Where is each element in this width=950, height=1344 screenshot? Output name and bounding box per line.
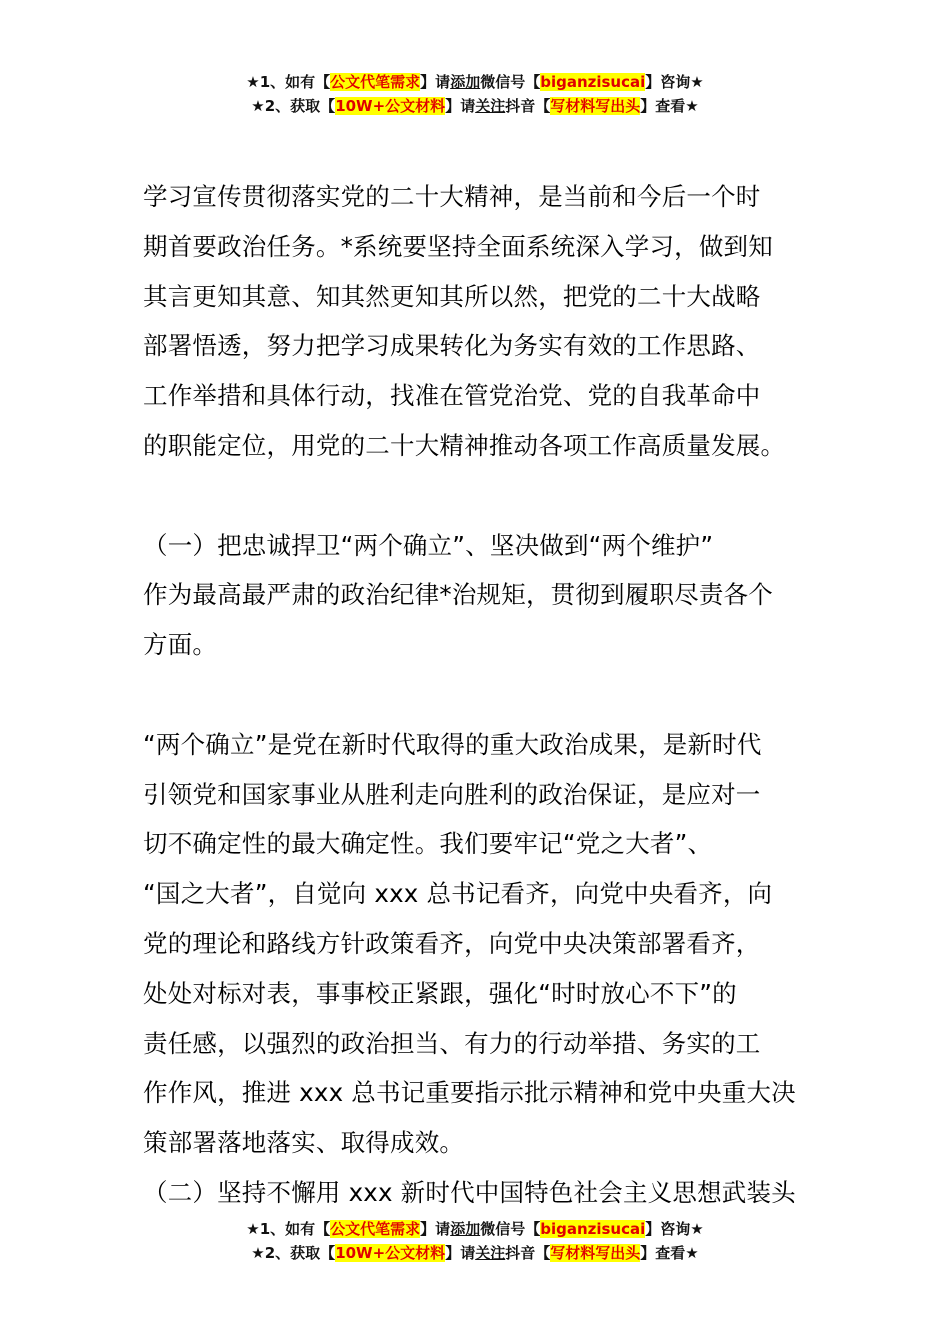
section-heading-1 bbox=[143, 521, 807, 670]
text-line: 期首要政治任务。*系统要坚持全面系统深入学习，做到知 bbox=[143, 231, 773, 261]
text-line: （一）把忠诚捍卫“两个确立”、坚决做到“两个维护” bbox=[143, 530, 714, 560]
text-line: 工作举措和具体行动，找准在管党治党、党的自我革命中 bbox=[143, 381, 761, 411]
follow-underlined: 关注 bbox=[475, 1244, 506, 1262]
banner-text: 微信号【 bbox=[480, 73, 541, 91]
banner-text: 】请 bbox=[445, 1244, 476, 1262]
text-line: 处处对标对表，事事校正紧跟，强化“时时放心不下”的 bbox=[143, 978, 737, 1008]
banner-text: 】查看★ bbox=[640, 97, 699, 115]
banner-text: 】咨询★ bbox=[645, 73, 704, 91]
banner-text: 】咨询★ bbox=[645, 1220, 704, 1238]
text-line: “国之大者”，自觉向 xxx 总书记看齐，向党中央看齐，向 bbox=[143, 879, 773, 909]
banner-text: 】请 bbox=[420, 73, 451, 91]
text-line: 其言更知其意、知其然更知其所以然，把党的二十大战略 bbox=[143, 281, 761, 311]
text-line: 责任感，以强烈的政治担当、有力的行动举措、务实的工 bbox=[143, 1028, 761, 1058]
service-highlight: 公文代笔需求 bbox=[330, 1220, 421, 1238]
materials-highlight: 10W+公文材料 bbox=[335, 97, 446, 115]
banner-text: ★2、获取【 bbox=[251, 1244, 336, 1262]
banner-text: ★2、获取【 bbox=[251, 97, 336, 115]
banner-text: 】查看★ bbox=[640, 1244, 699, 1262]
banner-text: 微信号【 bbox=[480, 1220, 541, 1238]
banner-line-2 bbox=[0, 94, 950, 118]
footer-banner bbox=[0, 1217, 950, 1265]
text-line: 切不确定性的最大确定性。我们要牢记“党之大者”、 bbox=[143, 829, 713, 859]
text-line: 策部署落地落实、取得成效。 bbox=[143, 1128, 465, 1158]
text-line: 党的理论和路线方针政策看齐，向党中央决策部署看齐， bbox=[143, 928, 761, 958]
materials-highlight: 10W+公文材料 bbox=[335, 1244, 446, 1262]
header-banner bbox=[0, 70, 950, 118]
banner-text: 】请 bbox=[445, 97, 476, 115]
text-line: 作为最高最严肃的政治纪律*治规矩，贯彻到履职尽责各个 bbox=[143, 580, 773, 610]
banner-line-2 bbox=[0, 1241, 950, 1265]
add-underlined: 添加 bbox=[450, 1220, 481, 1238]
follow-underlined: 关注 bbox=[475, 97, 506, 115]
text-line: 方面。 bbox=[143, 630, 218, 660]
banner-text: ★1、如有【 bbox=[246, 73, 331, 91]
douyin-id: 写材料写出头 bbox=[550, 1244, 641, 1262]
section-heading-2 bbox=[143, 1168, 807, 1218]
banner-line-1 bbox=[0, 70, 950, 94]
text-line: 作作风，推进 xxx 总书记重要指示批示精神和党中央重大决 bbox=[143, 1078, 796, 1108]
paragraph-gap bbox=[143, 471, 807, 521]
text-line: “两个确立”是党在新时代取得的重大政治成果，是新时代 bbox=[143, 729, 762, 759]
banner-text: 抖音【 bbox=[505, 97, 551, 115]
document-body bbox=[143, 172, 807, 1218]
douyin-id: 写材料写出头 bbox=[550, 97, 641, 115]
paragraph-gap bbox=[143, 670, 807, 720]
paragraph-two-establishments bbox=[143, 720, 807, 1168]
paragraph-intro bbox=[143, 172, 807, 471]
text-line: 学习宣传贯彻落实党的二十大精神，是当前和今后一个时 bbox=[143, 182, 761, 211]
banner-text: ★1、如有【 bbox=[246, 1220, 331, 1238]
text-line: （二）坚持不懈用 xxx 新时代中国特色社会主义思想武装头 bbox=[143, 1177, 796, 1207]
text-line: 的职能定位，用党的二十大精神推动各项工作高质量发展。 bbox=[143, 430, 786, 460]
banner-text: 抖音【 bbox=[505, 1244, 551, 1262]
add-underlined: 添加 bbox=[450, 73, 481, 91]
banner-text: 】请 bbox=[420, 1220, 451, 1238]
text-line: 引领党和国家事业从胜利走向胜利的政治保证，是应对一 bbox=[143, 779, 761, 809]
wechat-id: biganzisucai bbox=[540, 1220, 646, 1238]
text-line: 部署悟透，努力把学习成果转化为务实有效的工作思路、 bbox=[143, 331, 761, 361]
wechat-id: biganzisucai bbox=[540, 73, 646, 91]
service-highlight: 公文代笔需求 bbox=[330, 73, 421, 91]
banner-line-1 bbox=[0, 1217, 950, 1241]
